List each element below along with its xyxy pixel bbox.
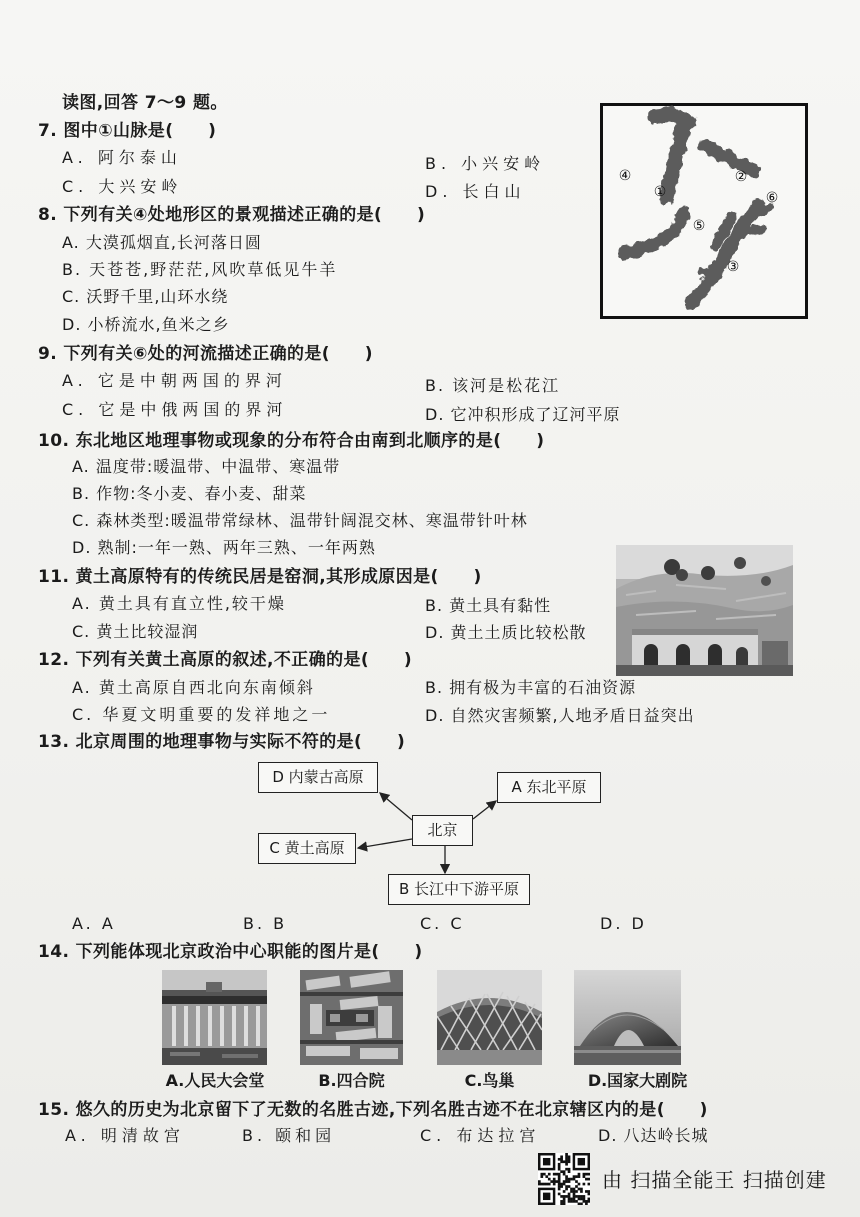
northeast-map-figure: [600, 103, 808, 319]
great-hall-photo: [162, 970, 267, 1065]
question-11-option-c: C. 黄土比较湿润: [72, 622, 199, 641]
diagram-box-d: D 内蒙古高原: [258, 762, 378, 793]
question-10-option-d: D. 熟制:一年一熟、两年三熟、一年两熟: [72, 538, 376, 557]
question-8-option-d: D. 小桥流水,鱼米之乡: [62, 315, 230, 334]
question-15-option-a: A. 明清故宫: [65, 1126, 185, 1145]
arrow-to-d: [380, 793, 412, 820]
section-intro: 读图,回答 7～9 题。: [62, 93, 228, 113]
question-9-option-d: D. 它冲积形成了辽河平原: [425, 405, 621, 424]
map-label-1: ①: [653, 184, 667, 200]
diagram-box-beijing: 北京: [412, 815, 473, 846]
question-8-option-c: C. 沃野千里,山环水绕: [62, 287, 229, 306]
caption-birds-nest: C.鸟巢: [464, 1071, 515, 1090]
diagram-box-c: C 黄土高原: [258, 833, 356, 864]
map-label-5: ⑤: [692, 218, 706, 234]
question-12-stem: 12. 下列有关黄土高原的叙述,不正确的是( ): [38, 650, 413, 670]
caption-siheyuan: B.四合院: [318, 1071, 385, 1090]
map-label-2: ②: [734, 169, 748, 185]
question-10-option-a: A. 温度带:暖温带、中温带、寒温带: [72, 457, 341, 476]
question-8-option-b: B. 天苍苍,野茫茫,风吹草低见牛羊: [62, 260, 338, 279]
question-7-option-c: C. 大兴安岭: [62, 177, 183, 196]
question-9-stem: 9. 下列有关⑥处的河流描述正确的是( ): [38, 344, 373, 364]
birds-nest-photo: [437, 970, 542, 1065]
caption-great-hall: A.人民大会堂: [165, 1071, 265, 1090]
question-12-option-b: B. 拥有极为丰富的石油资源: [425, 678, 637, 697]
question-9-option-a: A. 它是中朝两国的界河: [62, 371, 287, 390]
question-14-stem: 14. 下列能体现北京政治中心职能的图片是( ): [38, 942, 423, 962]
question-12-option-d: D. 自然灾害频繁,人地矛盾日益突出: [425, 706, 695, 725]
question-9-option-b: B. 该河是松花江: [425, 376, 561, 395]
arrow-to-c: [358, 839, 412, 848]
arrow-to-a: [473, 801, 496, 819]
siheyuan-photo: [300, 970, 403, 1065]
question-7-option-d: D. 长白山: [425, 182, 526, 201]
question-7-stem: 7. 图中①山脉是( ): [38, 121, 217, 141]
question-13-stem: 13. 北京周围的地理事物与实际不符的是( ): [38, 732, 406, 752]
question-15-option-d: D. 八达岭长城: [598, 1126, 709, 1145]
national-grand-theater-photo: [574, 970, 681, 1065]
map-label-3: ③: [726, 259, 740, 275]
diagram-box-a: A 东北平原: [497, 772, 601, 803]
question-10-stem: 10. 东北地区地理事物或现象的分布符合由南到北顺序的是( ): [38, 431, 545, 451]
loess-cave-dwelling-photo: [616, 545, 793, 676]
question-7-option-a: A. 阿尔泰山: [62, 148, 182, 167]
question-9-option-c: C. 它是中俄两国的界河: [62, 400, 288, 419]
caption-grand-theater: D.国家大剧院: [587, 1071, 688, 1090]
question-13-option-c: C. C: [420, 914, 465, 933]
question-15-stem: 15. 悠久的历史为北京留下了无数的名胜古迹,下列名胜古迹不在北京辖区内的是( ): [38, 1100, 708, 1120]
question-12-option-a: A. 黄土高原自西北向东南倾斜: [72, 678, 315, 697]
question-11-option-b: B. 黄土具有黏性: [425, 596, 552, 615]
question-10-option-c: C. 森林类型:暖温带常绿林、温带针阔混交林、寒温带针叶林: [72, 511, 528, 530]
qr-code-icon: [538, 1153, 590, 1205]
question-12-option-c: C. 华夏文明重要的发祥地之一: [72, 705, 331, 724]
question-13-option-a: A. A: [72, 914, 116, 933]
diagram-box-b: B 长江中下游平原: [388, 874, 530, 905]
question-15-option-c: C. 布达拉宫: [420, 1126, 541, 1145]
question-13-option-d: D. D: [600, 914, 647, 933]
question-11-option-d: D. 黄土土质比较松散: [425, 623, 587, 642]
question-7-option-b: B. 小兴安岭: [425, 154, 546, 173]
map-label-6: ⑥: [765, 190, 779, 206]
scanner-watermark-text: 由 扫描全能王 扫描创建: [602, 1168, 827, 1192]
question-11-option-a: A. 黄土具有直立性,较干燥: [72, 594, 286, 613]
question-10-option-b: B. 作物:冬小麦、春小麦、甜菜: [72, 484, 307, 503]
map-label-4: ④: [618, 168, 632, 184]
question-8-option-a: A. 大漠孤烟直,长河落日圆: [62, 233, 262, 252]
question-13-option-b: B. B: [243, 914, 288, 933]
question-15-option-b: B. 颐和园: [242, 1126, 336, 1145]
question-11-stem: 11. 黄土高原特有的传统民居是窑洞,其形成原因是( ): [38, 567, 482, 587]
question-8-stem: 8. 下列有关④处地形区的景观描述正确的是( ): [38, 205, 426, 225]
